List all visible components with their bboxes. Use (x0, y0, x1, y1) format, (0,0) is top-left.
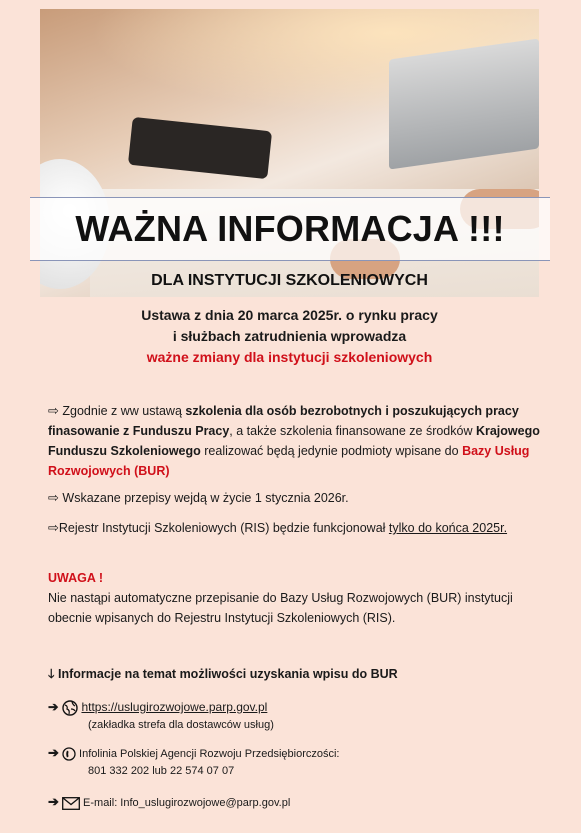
warning-block (48, 568, 548, 628)
hotline-numbers: 801 332 202 lub 22 574 07 07 (88, 765, 235, 777)
intro-line: i służbach zatrudnienia wprowadza (172, 328, 407, 344)
email-address[interactable]: E-mail: Info_uslugirozwojowe@parp.gov.pl (83, 797, 291, 809)
point-2: ⇨ Wskazane przepisy wejdą w życie 1 stycznia 2026r. (48, 490, 349, 505)
email-row (48, 793, 548, 812)
warning-title: UWAGA ! (48, 571, 104, 585)
hotline-label: Infolinia Polskiej Agencji Rozwoju Przedsiębiorczości: (79, 748, 340, 760)
page-title: WAŻNA INFORMACJA !!! (75, 208, 505, 249)
subtitle: DLA INSTYTUCJI SZKOLENIOWYCH (151, 272, 428, 289)
website-link[interactable]: https://uslugirozwojowe.parp.gov.pl (81, 700, 268, 714)
right-arrow-icon: ➔ (48, 745, 59, 760)
point-1: ⇨ Zgodnie z ww ustawą szkolenia dla osób bezrobotnych i poszukujących pracy finasowanie z Funduszu Pracy, a także szkolenia finansowane ze środków Krajowego Funduszu Szkoleniowego realizować będą jedynie podmioty wpisane do Bazy Usług Rozwojowych (BUR) (48, 403, 540, 478)
point-3: ⇨Rejestr Instytucji Szkoleniowych (RIS) będzie funkcjonował tylko do końca 2025r. (48, 520, 508, 535)
envelope-icon (62, 797, 80, 810)
laptop-illustration (389, 38, 539, 169)
down-arrow-icon: 🡓 (48, 667, 55, 681)
website-row (48, 697, 548, 734)
intro-highlight: ważne zmiany dla instytucji szkoleniowych (146, 349, 433, 365)
phone-icon (62, 747, 76, 761)
warning-text: Nie nastąpi automatyczne przepisanie do Bazy Usług Rozwojowych (BUR) instytucji obecnie wpisanych do Rejestru Instytucji Szkoleniowych (RIS). (48, 591, 513, 625)
right-arrow-icon: ➔ (48, 700, 59, 714)
right-arrow-icon: ⇨ (48, 490, 59, 505)
website-note: (zakładka strefa dla dostawców usług) (88, 719, 274, 731)
intro-block (40, 305, 539, 368)
info-heading: 🡓 Informacje na temat możliwości uzyskania wpisu do BUR (48, 667, 398, 681)
right-arrow-icon: ⇨ (48, 403, 59, 418)
right-arrow-icon: ⇨ (48, 520, 59, 535)
headline-banner (30, 197, 550, 261)
hotline-row (48, 744, 548, 780)
right-arrow-icon: ➔ (48, 794, 59, 809)
globe-icon (62, 700, 78, 716)
intro-line: Ustawa z dnia 20 marca 2025r. o rynku pracy (141, 307, 438, 323)
